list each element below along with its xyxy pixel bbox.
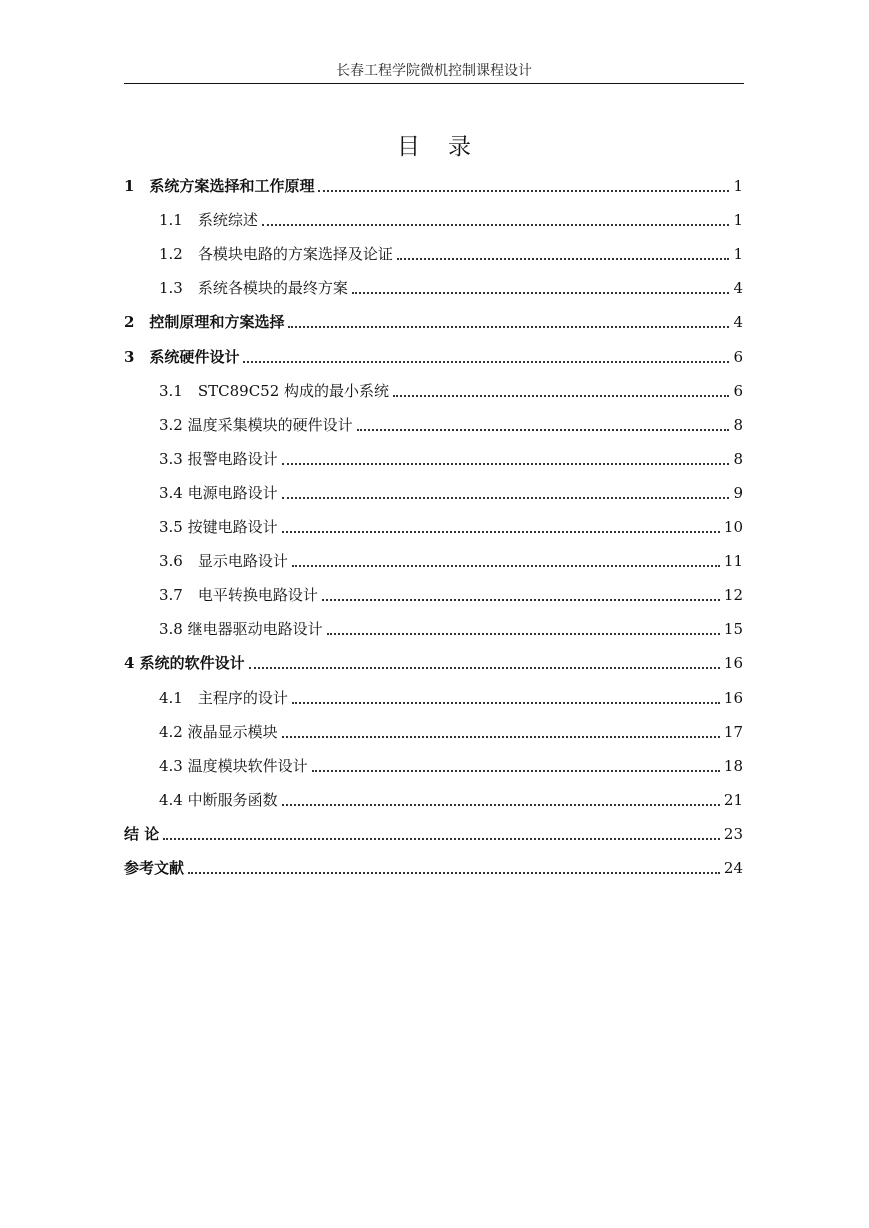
- toc-entry-page-number: 1: [733, 245, 743, 263]
- toc-entry-page-number: 17: [723, 723, 743, 741]
- toc-entry-page-number: 21: [723, 791, 743, 809]
- toc-entry[interactable]: [159, 686, 743, 710]
- toc-entry-page-number: 18: [723, 757, 743, 775]
- toc-entry[interactable]: [124, 822, 743, 846]
- page-header: 长春工程学院微机控制课程设计: [336, 63, 532, 79]
- toc-entry-page-number: 11: [723, 552, 743, 570]
- toc-entry[interactable]: [124, 174, 743, 198]
- toc-entry-page-number: 10: [723, 518, 743, 536]
- toc-entry-label: 1.3 系统各模块的最终方案: [159, 279, 348, 297]
- toc-entry[interactable]: [159, 617, 743, 641]
- toc-entry-page-number: 4: [733, 313, 743, 331]
- toc-entry-page-number: 1: [733, 177, 743, 195]
- toc-entry[interactable]: [124, 310, 743, 334]
- toc-entry[interactable]: [124, 651, 743, 675]
- toc-entry-page-number: 23: [723, 825, 743, 843]
- toc-entry[interactable]: [159, 788, 743, 812]
- toc-entry[interactable]: [124, 856, 743, 880]
- toc-entry-page-number: 24: [723, 859, 743, 877]
- toc-entry-label: 3.8 继电器驱动电路设计: [159, 620, 323, 638]
- toc-dot-leader: [282, 736, 720, 738]
- toc-entry-label: 3.1 STC89C52 构成的最小系统: [159, 382, 390, 400]
- toc-entry-label: 4.1 主程序的设计: [159, 689, 288, 707]
- toc-entry-page-number: 6: [733, 382, 743, 400]
- toc-entry[interactable]: [159, 208, 743, 232]
- toc-entry-label: 3.2 温度采集模块的硬件设计: [159, 416, 353, 434]
- toc-entry-page-number: 1: [733, 211, 743, 229]
- toc-dot-leader: [352, 292, 730, 294]
- toc-entry[interactable]: [159, 242, 743, 266]
- toc-dot-leader: [322, 599, 720, 601]
- toc-entry-label: 3.3 报警电路设计: [159, 450, 278, 468]
- toc-entry-label: 3 系统硬件设计: [124, 348, 240, 366]
- toc-entry-page-number: 12: [723, 586, 743, 604]
- toc-dot-leader: [288, 326, 729, 328]
- toc-dot-leader: [292, 702, 720, 704]
- toc-entry[interactable]: [159, 413, 743, 437]
- toc-entry-label: 1.1 系统综述: [159, 211, 258, 229]
- toc-dot-leader: [393, 395, 729, 397]
- toc-title: 目录: [397, 134, 499, 160]
- toc-dot-leader: [188, 872, 720, 874]
- toc-entry-page-number: 16: [723, 654, 743, 672]
- toc-entry-label: 4.4 中断服务函数: [159, 791, 278, 809]
- toc-entry-page-number: 8: [733, 416, 743, 434]
- toc-entry[interactable]: [124, 345, 743, 369]
- toc-entry-label: 3.5 按键电路设计: [159, 518, 278, 536]
- toc-entry[interactable]: [159, 447, 743, 471]
- toc-dot-leader: [282, 804, 720, 806]
- toc-entry-label: 1 系统方案选择和工作原理: [124, 177, 315, 195]
- toc-dot-leader: [327, 633, 720, 635]
- toc-entry[interactable]: [159, 276, 743, 300]
- toc-dot-leader: [318, 190, 729, 192]
- toc-entry-page-number: 15: [723, 620, 743, 638]
- toc-entry-page-number: 4: [733, 279, 743, 297]
- toc-entry[interactable]: [159, 583, 743, 607]
- toc-dot-leader: [312, 770, 720, 772]
- toc-dot-leader: [262, 224, 730, 226]
- toc-entry-label: 1.2 各模块电路的方案选择及论证: [159, 245, 393, 263]
- toc-entry[interactable]: [159, 515, 743, 539]
- toc-entry-label: 结 论: [124, 825, 160, 843]
- toc-entry[interactable]: [159, 720, 743, 744]
- toc-entry-label: 4.2 液晶显示模块: [159, 723, 278, 741]
- toc-entry-page-number: 8: [733, 450, 743, 468]
- toc-dot-leader: [292, 565, 720, 567]
- toc-dot-leader: [357, 429, 730, 431]
- toc-entry-page-number: 9: [733, 484, 743, 502]
- toc-entry[interactable]: [159, 549, 743, 573]
- toc-entry-label: 参考文献: [124, 859, 185, 877]
- toc-dot-leader: [397, 258, 730, 260]
- toc-entry-label: 2 控制原理和方案选择: [124, 313, 285, 331]
- toc-entry-label: 3.7 电平转换电路设计: [159, 586, 318, 604]
- toc-entry-label: 3.4 电源电路设计: [159, 484, 278, 502]
- toc-entry-page-number: 6: [733, 348, 743, 366]
- toc-dot-leader: [282, 497, 730, 499]
- toc-dot-leader: [243, 361, 729, 363]
- toc-entry-label: 3.6 显示电路设计: [159, 552, 288, 570]
- toc-entry[interactable]: [159, 754, 743, 778]
- toc-dot-leader: [249, 667, 720, 669]
- toc-entry[interactable]: [159, 379, 743, 403]
- toc-dot-leader: [282, 531, 720, 533]
- toc-entry-label: 4 系统的软件设计: [124, 654, 245, 672]
- toc-entry[interactable]: [159, 481, 743, 505]
- toc-entry-label: 4.3 温度模块软件设计: [159, 757, 308, 775]
- toc-dot-leader: [282, 463, 730, 465]
- toc-entry-page-number: 16: [723, 689, 743, 707]
- toc-dot-leader: [163, 838, 720, 840]
